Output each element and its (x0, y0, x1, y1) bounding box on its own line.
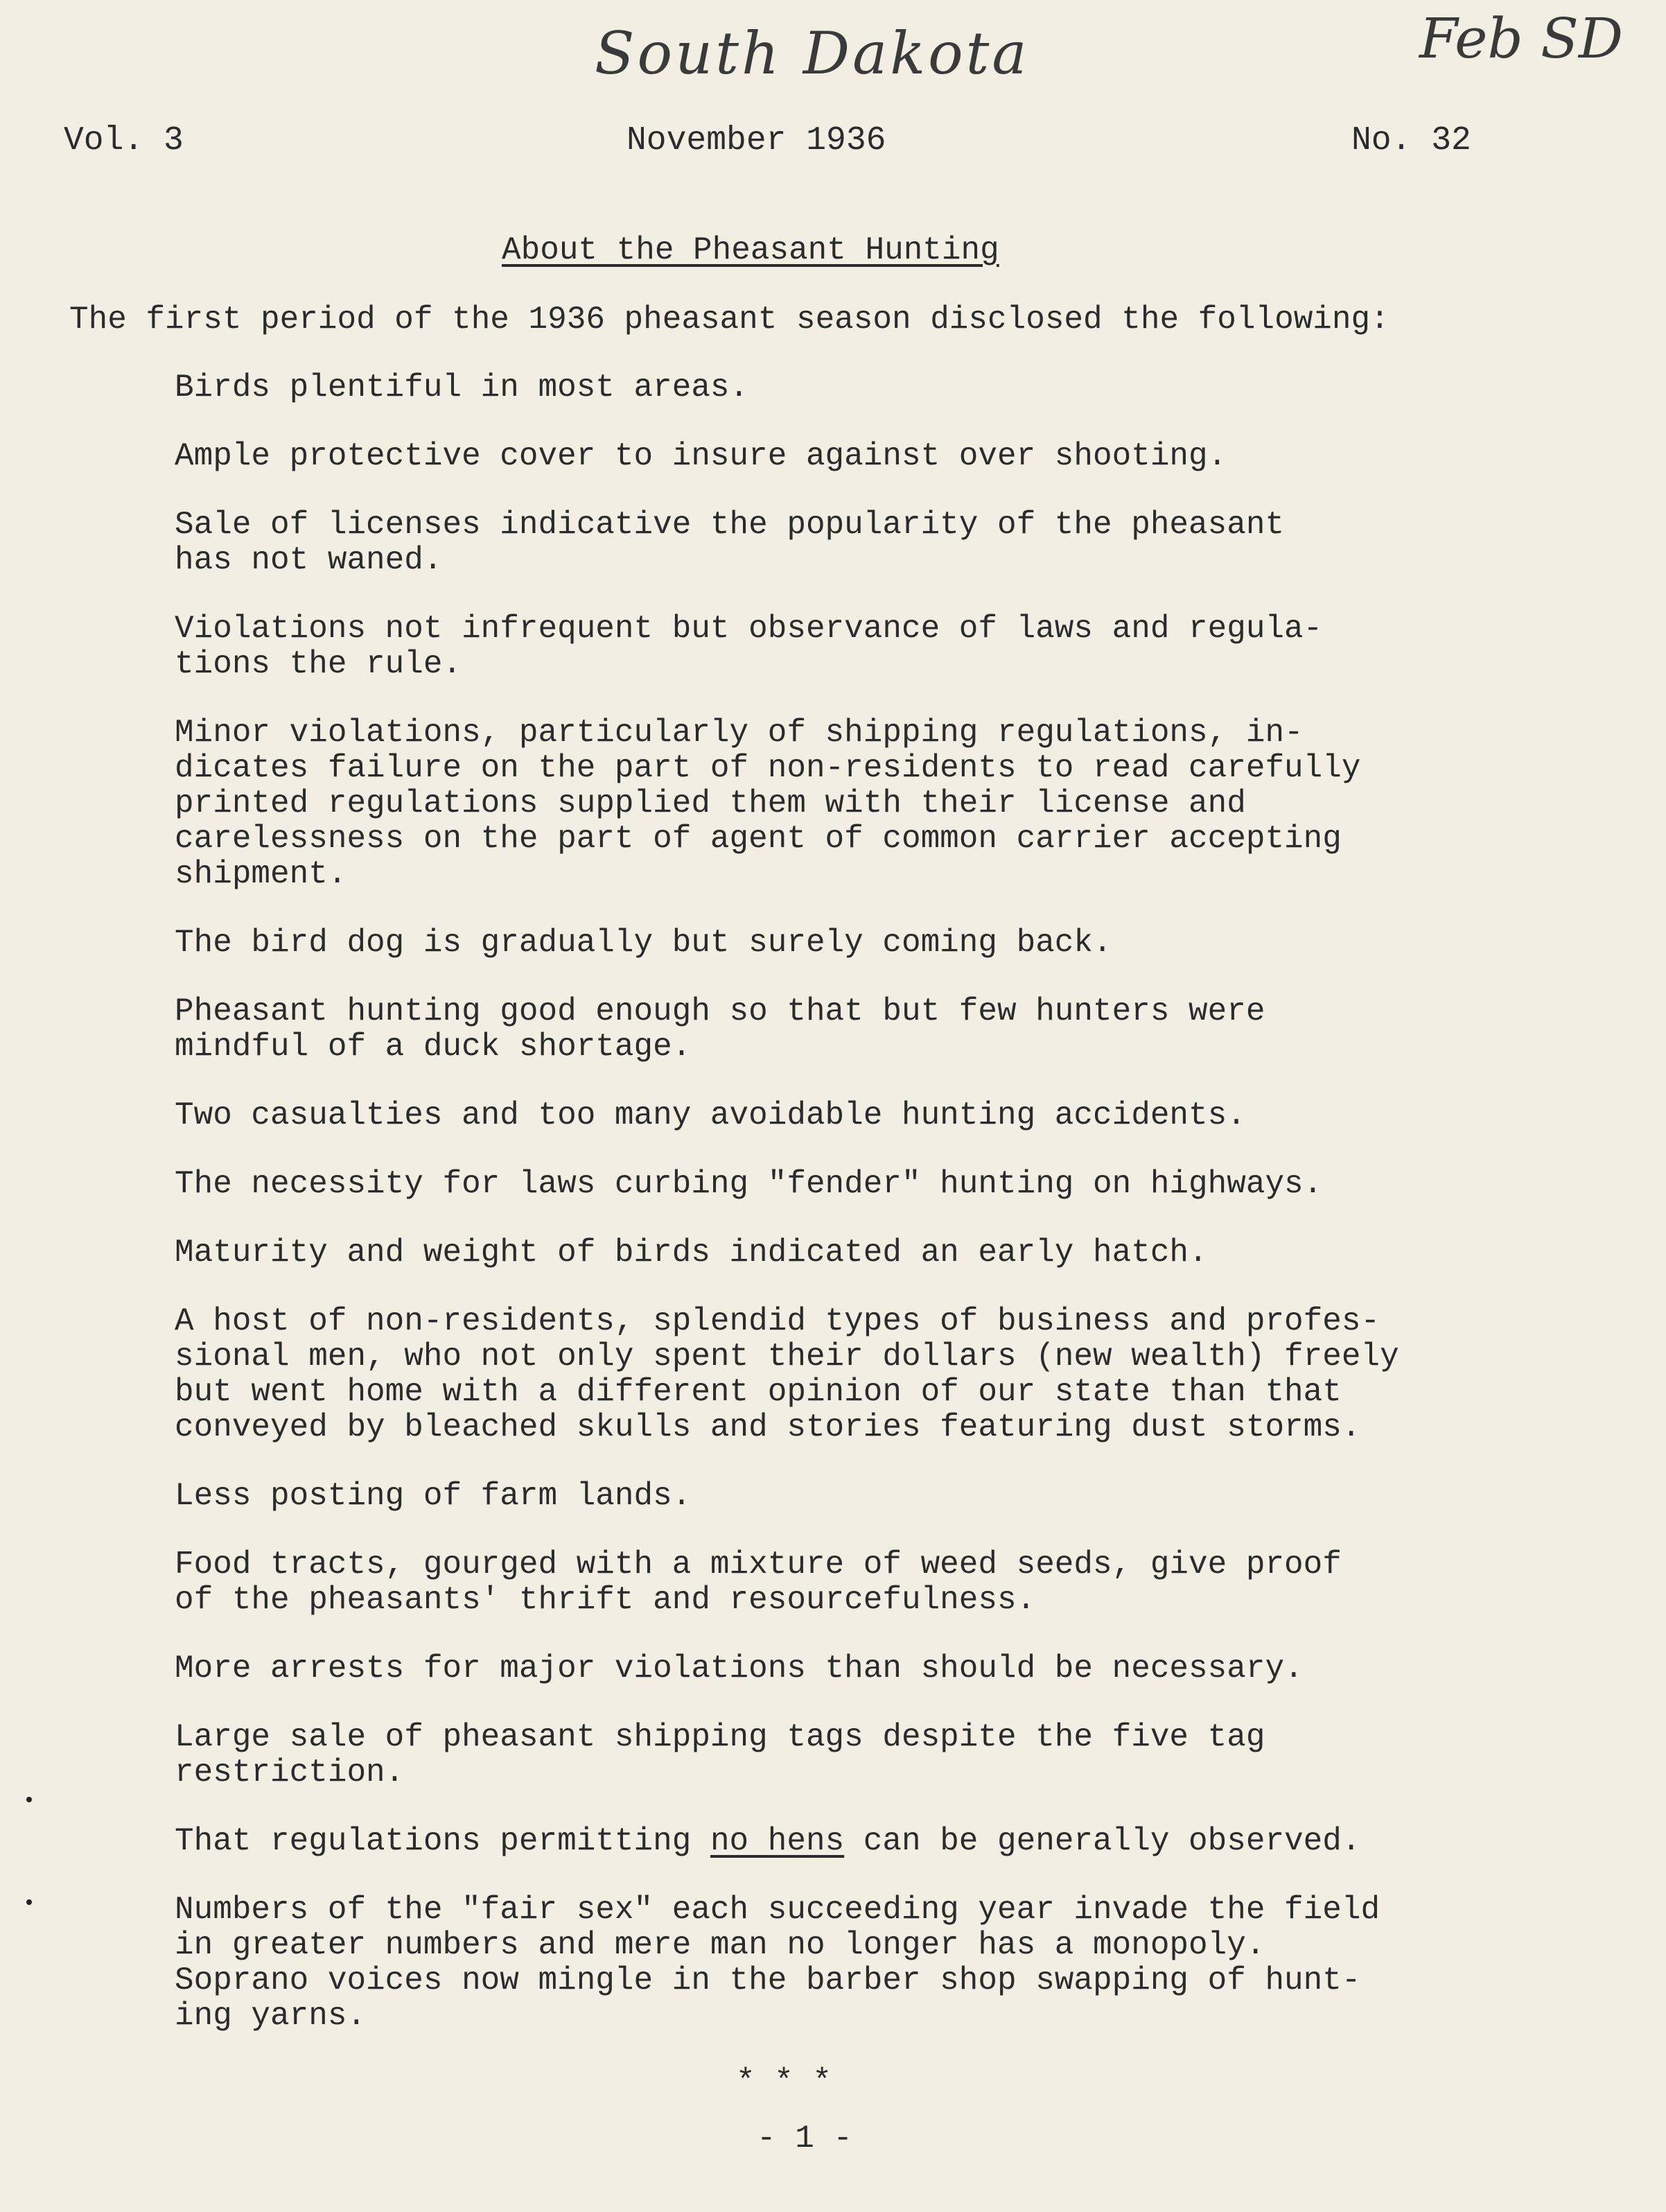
findings-list (175, 370, 1561, 2067)
hens-underlined-text: no hens (710, 1823, 845, 1859)
finding-item: Birds plentiful in most areas. (175, 369, 749, 406)
finding-item: Violations not infrequent but observance of laws and regula- tions the rule. (175, 611, 1323, 682)
finding-item: Less posting of farm lands. (175, 1478, 692, 1514)
page-number: - 1 - (757, 2120, 853, 2157)
intro-paragraph: The first period of the 1936 pheasant season disclosed the following: (69, 302, 1389, 338)
issue-date: November 1936 (626, 122, 886, 159)
issue-number: No. 32 (1351, 122, 1471, 159)
hens-text-after: can be generally observed. (844, 1823, 1361, 1859)
section-separator: * * * (736, 2064, 832, 2100)
finding-item: Pheasant hunting good enough so that but few hunters were mindful of a duck shortage. (175, 993, 1265, 1065)
finding-item: Minor violations, particularly of shipping regulations, in- dicates failure on the part of non-residents to read carefully printed regulations supplied them with their license and carelessness on the part of agent of common carrier accepting shipment. (175, 715, 1361, 892)
finding-item-hens (175, 1824, 1561, 1859)
finding-item: Ample protective cover to insure against over shooting. (175, 438, 1227, 474)
hens-text-before: That regulations permitting (175, 1823, 710, 1859)
finding-item: The necessity for laws curbing "fender" hunting on highways. (175, 1166, 1323, 1202)
finding-item: Food tracts, gourged with a mixture of weed seeds, give proof of the pheasants' thrift and resourcefulness. (175, 1547, 1342, 1618)
finding-item: Numbers of the "fair sex" each succeeding year invade the field in greater numbers and mere man no longer has a monopoly. Soprano voices now mingle in the barber shop swapping of hunt- ing yarns. (175, 1892, 1380, 2034)
handwritten-state-annotation: South Dakota (595, 19, 1030, 87)
handwritten-corner-annotation: Feb SD (1419, 6, 1624, 71)
finding-item: The bird dog is gradually but surely coming back. (175, 925, 1112, 961)
finding-item: More arrests for major violations than should be necessary. (175, 1651, 1304, 1687)
paper-speck (26, 1899, 32, 1905)
finding-item: Maturity and weight of birds indicated an early hatch. (175, 1235, 1208, 1271)
finding-item: Two casualties and too many avoidable hunting accidents. (175, 1097, 1246, 1133)
paper-speck (26, 1797, 32, 1802)
article-title: About the Pheasant Hunting (502, 232, 999, 268)
finding-item: Sale of licenses indicative the popularity of the pheasant has not waned. (175, 507, 1285, 578)
finding-item: Large sale of pheasant shipping tags despite the five tag restriction. (175, 1719, 1265, 1791)
finding-item: A host of non-residents, splendid types of business and profes- sional men, who not only spent their dollars (new wealth) freely but went home with a different opinion of our state than that conveyed by bleached skulls and stories featuring dust storms. (175, 1303, 1399, 1445)
volume-label: Vol. 3 (64, 122, 184, 159)
